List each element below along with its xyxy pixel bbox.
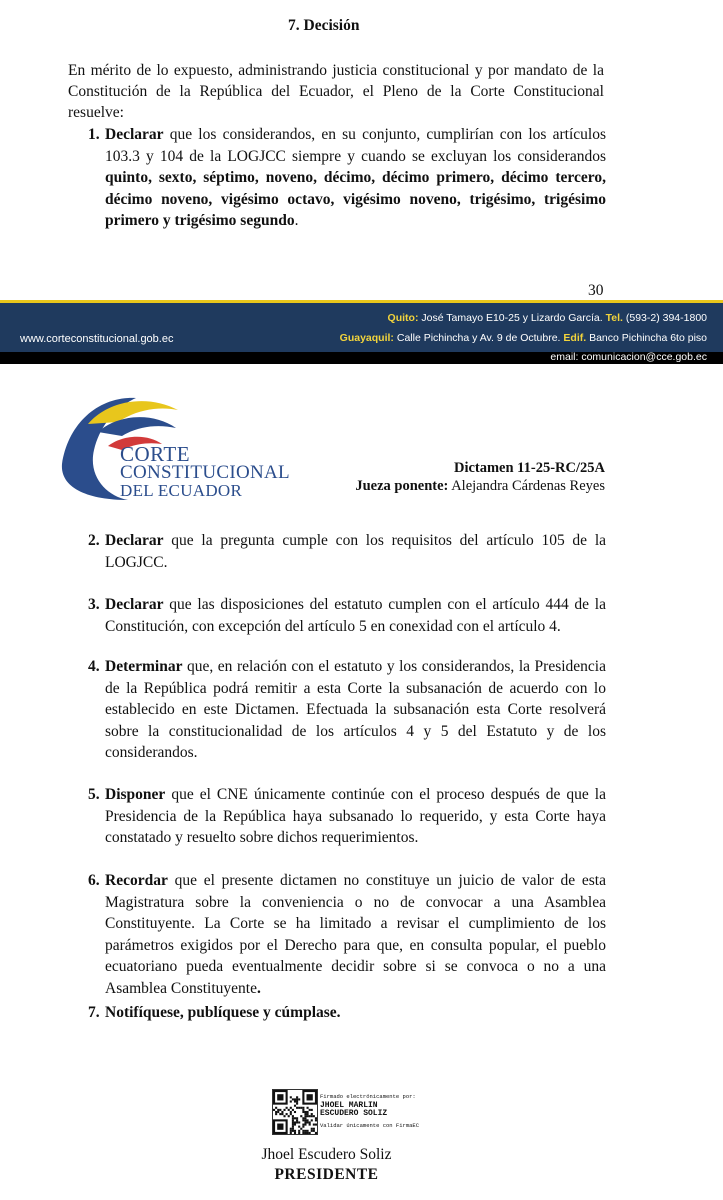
resolution-item-1 (88, 124, 606, 232)
item-number: 1. (88, 126, 100, 143)
item-verb: Declarar (105, 126, 164, 143)
quito-address: José Tamayo E10-25 y Lizardo García. (421, 312, 603, 324)
page-number: 30 (588, 282, 604, 299)
considerandos-list: quinto, sexto, séptimo, noveno, décimo, décimo primero, décimo tercero, décimo noveno, vigésimo octavo, vigésimo noveno, trigésimo, trigésimo primero y trigésimo segundo (105, 169, 606, 230)
document-page-31 (0, 364, 723, 1200)
item-verb: Notifíquese, publíquese y cúmplase. (105, 1004, 341, 1021)
section-title: 7. Decisión (288, 17, 360, 34)
stamp-name-line-1: JHOEL MARLIN (320, 1101, 378, 1110)
jueza-label: Jueza ponente: (355, 478, 449, 494)
logo-line-1: CORTE (120, 442, 191, 466)
gye-address: Calle Pichincha y Av. 9 de Octubre. (396, 332, 561, 344)
item-text (105, 1002, 606, 1024)
logo-line-3: DEL ECUADOR (120, 481, 243, 500)
gye-label: Guayaquil: (339, 332, 394, 344)
document-header (355, 459, 605, 495)
intro-paragraph: En mérito de lo expuesto, administrando justicia constitucional y por mandato de la Constitución de la República del Ecuador, el Pleno de la Corte Constitucional resuelve: (68, 62, 604, 121)
item-body: que la pregunta cumple con los requisitos del artículo 105 de la LOGJCC. (105, 532, 606, 571)
item-number: 7. (88, 1004, 100, 1021)
item-number: 3. (88, 596, 100, 613)
item-verb: Declarar (105, 596, 164, 613)
item-body: que el CNE únicamente continúe con el proceso después de que la Presidencia de la República haya subsanado lo requerido, y esta Corte haya constatado y resuelto sobre dichos requerimientos. (105, 786, 606, 847)
item-number: 2. (88, 532, 100, 549)
resolution-item-3 (88, 594, 606, 637)
signer-name: Jhoel Escudero Soliz (261, 1146, 392, 1163)
resolution-item-4 (88, 656, 606, 764)
footer-guayaquil (340, 332, 707, 344)
signature-caption: Firmado electrónicamente por: (320, 1093, 416, 1100)
item-text (105, 870, 606, 1000)
jueza-name: Alejandra Cárdenas Reyes (451, 478, 605, 494)
item-verb: Disponer (105, 786, 166, 803)
resolution-item-6 (88, 870, 606, 1000)
item-body: que los considerandos, en su conjunto, cumplirían con los artículos 103.3 y 104 de la LOGJCC siempre y cuando se excluyan los considerandos (105, 126, 606, 165)
signature-stamp-name (320, 1102, 387, 1118)
footer-quito (388, 312, 707, 324)
stamp-name-line-2: ESCUDERO SOLIZ (320, 1109, 388, 1118)
item-end: . (294, 212, 299, 230)
resolution-item-7 (88, 1002, 606, 1024)
edif-name: Banco Pichincha 6to piso (589, 332, 707, 344)
item-body: que el presente dictamen no constituye un juicio de valor de esta Magistratura sobre la conveniencia o no de convocar a una Asamblea Constituyente. La Corte se ha limitado a revisar el cumplimiento de los parámetros exigidos por el Derecho para que, en consulta popular, el pueblo ecuatoriano pueda eventualmente decidir sobre si se convoca o no a una Asamblea Constituyente (105, 872, 606, 997)
item-number: 5. (88, 786, 100, 803)
footer-email[interactable]: email: comunicacion@cce.gob.ec (550, 351, 707, 363)
page-footer (0, 300, 723, 363)
document-page-30 (0, 0, 723, 363)
item-text (105, 530, 606, 573)
tel-label: Tel. (605, 312, 623, 324)
dictamen-number: Dictamen 11-25-RC/25A (453, 460, 605, 476)
item-verb: Declarar (105, 532, 164, 549)
resolution-item-2 (88, 530, 606, 573)
edif-label: Edif. (563, 332, 587, 344)
item-number: 4. (88, 658, 100, 675)
item-text (105, 124, 606, 232)
qr-code-icon (272, 1089, 318, 1135)
item-body: que las disposiciones del estatuto cumplen con el artículo 444 de la Constitución, con excepción del artículo 5 en conexidad con el artículo 4. (105, 596, 606, 635)
item-text (105, 656, 606, 764)
footer-stripe (0, 300, 723, 303)
footer-url[interactable]: www.corteconstitucional.gob.ec (20, 333, 174, 345)
signer-role: PRESIDENTE (274, 1166, 379, 1183)
item-verb: Recordar (105, 872, 168, 889)
signature-validation: Validar únicamente con FirmaEC (320, 1122, 420, 1129)
item-number: 6. (88, 872, 100, 889)
resolution-item-5 (88, 784, 606, 849)
tel-number: (593-2) 394-1800 (625, 312, 707, 324)
item-text (105, 784, 606, 849)
item-verb: Determinar (105, 658, 183, 675)
item-body: que, en relación con el estatuto y los considerandos, la Presidencia de la República podrá remitir a esta Corte la subsanación de acuerdo con lo establecido en este Dictamen. Efectuada la subsanación esta Corte resolverá sobre la constitucionalidad de los artículos 4 y 5 del Estatuto y de los considerandos. (105, 658, 606, 762)
quito-label: Quito: (387, 312, 419, 324)
item-end: . (256, 979, 261, 997)
logo-line-2: CONSTITUCIONAL (120, 462, 290, 483)
item-text (105, 594, 606, 637)
